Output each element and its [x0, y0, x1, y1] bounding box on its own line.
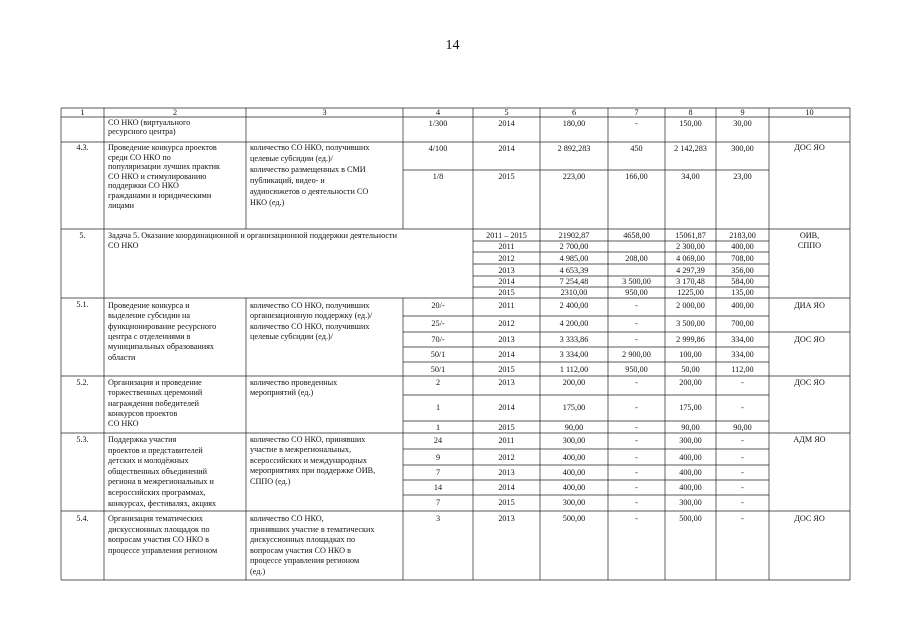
- r51-row2-col4: 25/-: [431, 319, 445, 328]
- row-name: региона в межрегиональных и: [108, 477, 214, 487]
- r52-row1-col6: 200,00: [562, 378, 586, 387]
- r53-row2-col9: -: [741, 453, 744, 462]
- r5-row1-col7: 4658,00: [623, 231, 650, 240]
- r53-row4-col9: -: [741, 483, 744, 492]
- r53-row1-col4: 24: [433, 436, 443, 445]
- row-indicator: принявших участие в тематических: [250, 524, 375, 534]
- r53-row5-col9: -: [741, 498, 744, 507]
- r5-row3-col7: 208,00: [625, 254, 648, 263]
- r53-row5-col7: -: [635, 498, 638, 507]
- r52-row1-col7: -: [635, 378, 638, 387]
- r5-row6-col8: 1225,00: [677, 288, 704, 297]
- r52-row2-col6: 175,00: [562, 403, 586, 412]
- r5-row5-col8: 3 170,48: [676, 277, 705, 286]
- row-executor: ОИВ,: [799, 231, 820, 240]
- r51-row5-col4: 50/1: [430, 365, 446, 374]
- row-name: торжественных церемоний: [108, 388, 203, 398]
- row-indicator: количество СО НКО, получивших: [250, 301, 370, 310]
- r5-row6-col7: 950,00: [625, 288, 648, 297]
- row-value: -: [635, 514, 638, 523]
- r52-row1-col8: 200,00: [679, 378, 702, 387]
- row-indicator: участие в межрегиональных,: [250, 445, 351, 455]
- row-executor: ДОС ЯО: [794, 514, 825, 523]
- r53-row5-col6: 300,00: [562, 498, 586, 507]
- r53-row3-col6: 400,00: [562, 468, 586, 477]
- row-indicator: целевые субсидии (ед.)/: [250, 331, 333, 341]
- r51-row4-col6: 3 334,00: [559, 350, 589, 359]
- row-indicator: целевые субсидии (ед.)/: [250, 153, 333, 163]
- row-number: 5.3.: [76, 435, 89, 444]
- row-indicator: количество СО НКО, получивших: [250, 143, 370, 152]
- r5-row3-col8: 4 069,00: [676, 254, 705, 263]
- r51-row5-col7: 950,00: [625, 365, 648, 374]
- row-indicator: публикаций, видео- и: [250, 175, 325, 185]
- r5-row3-col5: 2012: [498, 254, 515, 263]
- r5-row4-col9: 356,00: [731, 266, 754, 275]
- r52-row3-col7: -: [635, 423, 638, 432]
- r51-row2-col7: -: [635, 319, 638, 328]
- row-name: процессе управления регионом: [108, 545, 218, 555]
- task-title: СО НКО: [108, 241, 139, 250]
- row-name: всероссийских программах,: [108, 488, 206, 497]
- r51-row3-col9: 334,00: [731, 335, 754, 344]
- r5-row4-col8: 4 297,39: [676, 266, 705, 275]
- r51-row2-col5: 2012: [498, 319, 515, 328]
- r5-row5-col7: 3 500,00: [622, 277, 651, 286]
- r51-row5-col8: 50,00: [681, 365, 700, 374]
- row-name: СО НКО и стимулированию: [108, 171, 207, 181]
- row-name: функционирование ресурсного: [108, 321, 217, 331]
- row-number: 5.4.: [76, 514, 89, 523]
- row-indicator: (ед.): [250, 566, 266, 576]
- row-indicator: мероприятий (ед.): [250, 388, 314, 398]
- r53-row3-col7: -: [635, 468, 638, 477]
- r52-row2-col5: 2014: [498, 403, 515, 412]
- r51-row2-col6: 4 200,00: [559, 319, 589, 328]
- row-name: Проведение конкурса проектов: [108, 143, 217, 152]
- r51-row1-col6: 2 400,00: [559, 301, 589, 310]
- row-name: СО НКО (виртуального: [108, 117, 191, 127]
- r52-row3-col5: 2015: [498, 423, 515, 432]
- row-indicator: СППО (ед.): [250, 476, 291, 486]
- r53-row3-col4: 7: [435, 468, 441, 477]
- r51-row3-col7: -: [635, 335, 638, 344]
- r52-row3-col8: 90,00: [681, 423, 700, 432]
- r5-row3-col9: 708,00: [731, 254, 754, 263]
- row-name: конкурсов проектов: [108, 408, 178, 418]
- r53-row5-col4: 7: [435, 498, 441, 507]
- row-name: популяризации лучших практик: [108, 162, 221, 172]
- r53-row1-col8: 300,00: [679, 436, 702, 445]
- r53-row2-col6: 400,00: [562, 453, 586, 462]
- row-name: ресурсного центра): [108, 127, 176, 137]
- r51-row3-col8: 2 999,86: [676, 335, 705, 344]
- r5-row5-col9: 584,00: [731, 277, 754, 286]
- row-name: муниципальных образованиях: [108, 342, 215, 352]
- r52-row3-col4: 1: [435, 423, 441, 432]
- r51-row5-col6: 1 112,00: [559, 365, 589, 374]
- row-value: -: [635, 119, 638, 128]
- r51-row1-col4: 20/-: [431, 301, 445, 310]
- row-name: поддержки СО НКО: [108, 181, 179, 191]
- r52-row3-col6: 90,00: [564, 423, 584, 432]
- r5-row2-col9: 400,00: [731, 242, 754, 251]
- r43-row1-col8: 2 142,283: [674, 144, 707, 153]
- r52-row1-col4: 2: [435, 378, 441, 387]
- row-name: выделение субсидии на: [108, 311, 191, 321]
- r52-row1-col9: -: [741, 378, 744, 387]
- row-name: детских и молодёжных: [108, 456, 189, 466]
- r53-row1-col5: 2011: [498, 436, 515, 445]
- column-header-5: 5: [504, 108, 509, 117]
- row-indicator: всероссийских и международных: [250, 455, 368, 465]
- r51-row1-col8: 2 000,00: [676, 301, 705, 310]
- column-header-10: 10: [805, 108, 814, 117]
- r5-row5-col6: 7 254,48: [559, 277, 589, 286]
- row-name: конкурсах, фестивалях, акциях: [108, 498, 217, 508]
- r53-row4-col6: 400,00: [562, 483, 586, 492]
- column-header-8: 8: [688, 108, 693, 117]
- r51-row4-col9: 334,00: [731, 350, 754, 359]
- r5-row6-col6: 2310,00: [560, 288, 588, 297]
- row-indicator: количество СО НКО, принявших: [250, 435, 366, 444]
- row-indicator: НКО (ед.): [250, 197, 285, 207]
- row-indicator: количество СО НКО, получивших: [250, 321, 370, 331]
- row-name: Организация тематических: [108, 514, 203, 523]
- row-value: 3: [435, 514, 441, 523]
- row-indicator: процессе управления регионом: [250, 556, 360, 565]
- row-value: 30,00: [733, 119, 752, 128]
- r51-row5-col9: 112,00: [731, 365, 754, 374]
- r53-row2-col5: 2012: [498, 453, 515, 462]
- row-name: гражданами и юридическими: [108, 191, 212, 200]
- r51-row3-col6: 3 333,86: [559, 335, 589, 344]
- r51-row5-col5: 2015: [498, 365, 515, 374]
- r5-row1-col5: 2011 – 2015: [486, 231, 527, 240]
- row-value: 150,00: [679, 119, 702, 128]
- r43-row2-col6: 223,00: [562, 172, 586, 181]
- row-number: 5.2.: [76, 378, 89, 387]
- r43-row2-col7: 166,00: [625, 172, 648, 181]
- row-name: среди СО НКО по: [108, 152, 171, 162]
- row-name: Проведение конкурса и: [108, 301, 190, 310]
- row-name: Организация и проведение: [108, 378, 202, 387]
- r53-row4-col7: -: [635, 483, 638, 492]
- r53-row2-col8: 400,00: [679, 453, 702, 462]
- row-executor: ДОС ЯО: [794, 143, 825, 152]
- r53-row2-col4: 9: [435, 453, 441, 462]
- row-name: общественных объединений: [108, 466, 207, 476]
- r53-row2-col7: -: [635, 453, 638, 462]
- column-header-9: 9: [740, 108, 745, 117]
- column-header-1: 1: [80, 108, 85, 117]
- r5-row1-col8: 15061,87: [675, 231, 706, 240]
- r5-row4-col5: 2013: [498, 266, 515, 275]
- row-indicator: мероприятиях при поддержке ОИВ,: [250, 466, 376, 476]
- row-name: лицами: [108, 200, 135, 210]
- r51-row4-col5: 2014: [498, 350, 515, 359]
- r43-row1-col5: 2014: [498, 144, 515, 153]
- r5-row1-col6: 21902,87: [558, 231, 590, 240]
- row-value: 500,00: [562, 514, 586, 523]
- r5-row2-col6: 2 700,00: [559, 242, 589, 251]
- r51-row4-col8: 100,00: [679, 350, 702, 359]
- r53-row1-col7: -: [635, 436, 638, 445]
- row-name: СО НКО: [108, 419, 139, 429]
- row-executor: ДИА ЯО: [794, 301, 825, 310]
- r52-row3-col9: 90,00: [733, 423, 752, 432]
- r5-row2-col8: 2 300,00: [676, 242, 705, 251]
- row-executor: СППО: [797, 241, 822, 250]
- r5-row2-col5: 2011: [498, 242, 515, 251]
- row-name: награждения победителей: [108, 398, 200, 408]
- row-number: 5.: [79, 231, 86, 240]
- r53-row4-col8: 400,00: [679, 483, 702, 492]
- r5-row1-col9: 2183,00: [729, 231, 756, 240]
- r43-row2-col4: 1/8: [432, 172, 444, 181]
- r52-row2-col9: -: [741, 403, 744, 412]
- column-header-4: 4: [435, 108, 441, 117]
- r52-row1-col5: 2013: [498, 378, 515, 387]
- row-name: области: [108, 352, 136, 362]
- row-name: проектов и представителей: [108, 445, 203, 455]
- r5-row4-col6: 4 653,39: [559, 266, 589, 275]
- page-number: 14: [445, 38, 460, 53]
- r5-row6-col9: 135,00: [731, 288, 754, 297]
- row-indicator: аудиосюжетов о деятельности СО: [250, 186, 369, 196]
- r51-row2-col8: 3 500,00: [676, 319, 705, 328]
- r52-row2-col4: 1: [435, 403, 441, 412]
- row-value: 500,00: [679, 514, 702, 523]
- r5-row3-col6: 4 985,00: [559, 254, 589, 263]
- row-name: вопросам участия СО НКО в: [108, 535, 209, 544]
- r51-row3-col4: 70/-: [431, 335, 445, 344]
- row-indicator: организационную поддержку (ед.)/: [250, 311, 373, 321]
- r51-row2-col9: 700,00: [731, 319, 754, 328]
- r53-row3-col9: -: [741, 468, 744, 477]
- r43-row2-col8: 34,00: [681, 172, 700, 181]
- r51-row1-col5: 2011: [498, 301, 515, 310]
- r43-row1-col6: 2 892,283: [557, 144, 591, 153]
- r53-row1-col6: 300,00: [562, 436, 586, 445]
- row-indicator: количество размещенных в СМИ: [250, 164, 366, 174]
- row-executor: АДМ ЯО: [793, 435, 826, 444]
- r43-row2-col9: 23,00: [733, 172, 752, 181]
- task-title: Задача 5. Оказание координационной и организационной поддержки деятельности: [108, 231, 397, 240]
- r5-row5-col5: 2014: [498, 277, 515, 286]
- row-executor: ДОС ЯО: [794, 335, 825, 344]
- row-indicator: вопросам участия СО НКО в: [250, 545, 351, 555]
- row-indicator: количество СО НКО,: [250, 514, 324, 523]
- row-value: 2014: [498, 119, 515, 128]
- r51-row3-col5: 2013: [498, 335, 515, 344]
- r53-row5-col5: 2015: [498, 498, 515, 507]
- r53-row5-col8: 300,00: [679, 498, 702, 507]
- r53-row3-col8: 400,00: [679, 468, 702, 477]
- row-value: -: [741, 514, 744, 523]
- r53-row4-col5: 2014: [498, 483, 515, 492]
- column-header-3: 3: [322, 108, 327, 117]
- row-number: 5.1.: [76, 300, 89, 309]
- column-header-6: 6: [571, 108, 577, 117]
- row-name: Поддержка участия: [108, 435, 177, 444]
- r51-row1-col7: -: [635, 301, 638, 310]
- r5-row6-col5: 2015: [498, 288, 515, 297]
- r43-row1-col4: 4/100: [428, 144, 448, 153]
- row-executor: ДОС ЯО: [794, 378, 825, 387]
- row-number: 4.3.: [76, 143, 89, 152]
- r51-row4-col4: 50/1: [430, 350, 446, 359]
- row-value: 2013: [498, 514, 515, 523]
- r51-row4-col7: 2 900,00: [622, 350, 651, 359]
- r51-row1-col9: 400,00: [731, 301, 754, 310]
- row-value: 180,00: [562, 119, 586, 128]
- row-value: 1/300: [428, 119, 448, 128]
- row-name: дискуссионных площадок по: [108, 524, 210, 534]
- r53-row3-col5: 2013: [498, 468, 515, 477]
- r52-row2-col7: -: [635, 403, 638, 412]
- r53-row1-col9: -: [741, 436, 744, 445]
- r43-row2-col5: 2015: [498, 172, 515, 181]
- column-header-2: 2: [172, 108, 178, 117]
- column-header-7: 7: [634, 108, 639, 117]
- r52-row2-col8: 175,00: [679, 403, 702, 412]
- r43-row1-col9: 300,00: [731, 144, 754, 153]
- row-indicator: дискуссионных площадках по: [250, 535, 356, 544]
- row-indicator: количество проведенных: [250, 378, 338, 387]
- r53-row4-col4: 14: [433, 483, 443, 492]
- row-name: центра с отделениями в: [108, 331, 191, 341]
- r43-row1-col7: 450: [630, 144, 643, 153]
